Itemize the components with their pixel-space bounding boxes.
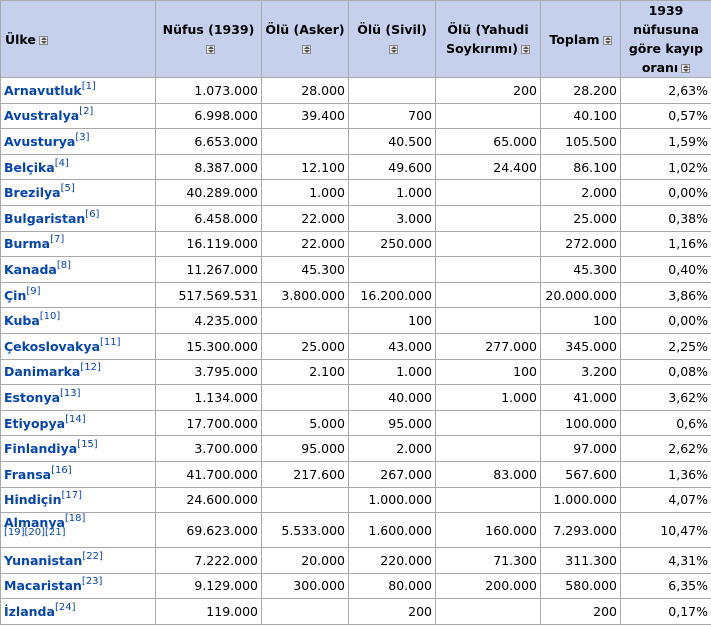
- military-dead-cell: 95.000: [262, 436, 349, 462]
- reference-link[interactable]: [3]: [75, 131, 90, 143]
- military-dead-cell: 39.400: [262, 103, 349, 129]
- column-header-dead-civil[interactable]: Ölü (Sivil): [349, 1, 436, 78]
- population-cell: 41.700.000: [156, 461, 262, 487]
- country-link[interactable]: Etiyopya: [4, 415, 66, 431]
- sort-icon[interactable]: [603, 36, 612, 45]
- holocaust-dead-cell: 83.000: [436, 461, 541, 487]
- total-cell: 200: [541, 599, 621, 625]
- loss-ratio-cell: 10,47%: [621, 513, 711, 548]
- table-row: [1, 385, 711, 411]
- population-cell: 16.119.000: [156, 231, 262, 257]
- loss-ratio-cell: 0,17%: [621, 599, 711, 625]
- country-cell: [1, 410, 156, 436]
- country-cell: [1, 573, 156, 599]
- military-dead-cell: 3.800.000: [262, 282, 349, 308]
- country-cell: [1, 461, 156, 487]
- military-dead-cell: 5.000: [262, 410, 349, 436]
- population-cell: 69.623.000: [156, 513, 262, 548]
- loss-ratio-cell: 4,07%: [621, 487, 711, 513]
- sort-icon[interactable]: [302, 45, 311, 54]
- population-cell: 517.569.531: [156, 282, 262, 308]
- country-cell: [1, 282, 156, 308]
- loss-ratio-cell: 3,62%: [621, 385, 711, 411]
- population-cell: 3.795.000: [156, 359, 262, 385]
- civil-dead-cell: 250.000: [349, 231, 436, 257]
- country-link[interactable]: Kanada: [4, 261, 57, 277]
- reference-link[interactable]: [1]: [81, 80, 96, 92]
- country-cell: [1, 257, 156, 283]
- holocaust-dead-cell: 200.000: [436, 573, 541, 599]
- table-row: [1, 333, 711, 359]
- reference-link[interactable]: [9]: [26, 285, 41, 297]
- column-header-loss-ratio[interactable]: 1939 nüfusuna göre kayıp oranı: [621, 1, 711, 78]
- civil-dead-cell: 43.000: [349, 333, 436, 359]
- population-cell: 119.000: [156, 599, 262, 625]
- population-cell: 40.289.000: [156, 180, 262, 206]
- civil-dead-cell: 1.600.000: [349, 513, 436, 548]
- holocaust-dead-cell: 277.000: [436, 333, 541, 359]
- total-cell: 97.000: [541, 436, 621, 462]
- reference-link[interactable]: [14]: [65, 413, 86, 425]
- reference-link[interactable]: [12]: [80, 362, 101, 374]
- holocaust-dead-cell: [436, 180, 541, 206]
- table-row: [1, 231, 711, 257]
- population-cell: 1.134.000: [156, 385, 262, 411]
- holocaust-dead-cell: 1.000: [436, 385, 541, 411]
- population-cell: 11.267.000: [156, 257, 262, 283]
- holocaust-dead-cell: [436, 282, 541, 308]
- reference-link[interactable]: [2]: [79, 106, 94, 118]
- total-cell: 3.200: [541, 359, 621, 385]
- country-link[interactable]: Avustralya: [4, 108, 80, 124]
- loss-ratio-cell: 0,40%: [621, 257, 711, 283]
- table-row: [1, 257, 711, 283]
- reference-link[interactable]: [6]: [85, 208, 100, 220]
- country-cell: [1, 129, 156, 155]
- military-dead-cell: 12.100: [262, 154, 349, 180]
- military-dead-cell: 45.300: [262, 257, 349, 283]
- table-row: [1, 359, 711, 385]
- total-cell: 1.000.000: [541, 487, 621, 513]
- country-link[interactable]: Brezilya: [4, 185, 61, 201]
- table-row: [1, 103, 711, 129]
- military-dead-cell: 5.533.000: [262, 513, 349, 548]
- total-cell: 311.300: [541, 548, 621, 574]
- country-cell: [1, 487, 156, 513]
- military-dead-cell: [262, 599, 349, 625]
- military-dead-cell: [262, 385, 349, 411]
- column-header-country[interactable]: Ülke: [1, 1, 156, 78]
- country-cell: [1, 548, 156, 574]
- sort-icon[interactable]: [681, 64, 690, 73]
- column-header-dead-holocaust[interactable]: Ölü (Yahudi Soykırımı): [436, 1, 541, 78]
- holocaust-dead-cell: [436, 257, 541, 283]
- loss-ratio-cell: 1,16%: [621, 231, 711, 257]
- holocaust-dead-cell: [436, 205, 541, 231]
- holocaust-dead-cell: 200: [436, 78, 541, 104]
- holocaust-dead-cell: [436, 410, 541, 436]
- total-cell: 345.000: [541, 333, 621, 359]
- military-dead-cell: 20.000: [262, 548, 349, 574]
- table-row: [1, 599, 711, 625]
- table-row: [1, 205, 711, 231]
- country-link[interactable]: Estonya: [4, 389, 61, 405]
- table-row: [1, 573, 711, 599]
- sort-icon[interactable]: [206, 45, 215, 54]
- country-cell: [1, 385, 156, 411]
- holocaust-dead-cell: [436, 436, 541, 462]
- civil-dead-cell: 49.600: [349, 154, 436, 180]
- holocaust-dead-cell: [436, 599, 541, 625]
- loss-ratio-cell: 4,31%: [621, 548, 711, 574]
- military-dead-cell: 217.600: [262, 461, 349, 487]
- country-cell: [1, 359, 156, 385]
- loss-ratio-cell: 0,00%: [621, 180, 711, 206]
- civil-dead-cell: 220.000: [349, 548, 436, 574]
- country-cell: [1, 205, 156, 231]
- total-cell: 28.200: [541, 78, 621, 104]
- loss-ratio-cell: 3,86%: [621, 282, 711, 308]
- total-cell: 580.000: [541, 573, 621, 599]
- country-cell: [1, 180, 156, 206]
- population-cell: 6.653.000: [156, 129, 262, 155]
- total-cell: 41.000: [541, 385, 621, 411]
- reference-link[interactable]: [24]: [54, 602, 76, 614]
- population-cell: 9.129.000: [156, 573, 262, 599]
- country-cell: [1, 231, 156, 257]
- civil-dead-cell: 200: [349, 599, 436, 625]
- sort-icon[interactable]: [389, 45, 398, 54]
- country-link[interactable]: Arnavutluk: [4, 82, 82, 98]
- country-cell: [1, 513, 156, 548]
- holocaust-dead-cell: 71.300: [436, 548, 541, 574]
- reference-link[interactable]: [4]: [54, 157, 69, 169]
- military-dead-cell: 28.000: [262, 78, 349, 104]
- country-link[interactable]: Bulgaristan: [4, 210, 86, 226]
- military-dead-cell: 2.100: [262, 359, 349, 385]
- holocaust-dead-cell: [436, 308, 541, 334]
- reference-link[interactable]: [7]: [50, 234, 65, 246]
- table-row: [1, 78, 711, 104]
- table-row: [1, 154, 711, 180]
- population-cell: 15.300.000: [156, 333, 262, 359]
- country-link[interactable]: Fransa: [4, 466, 52, 482]
- reference-link[interactable]: [19][20][21]: [4, 527, 66, 539]
- country-link[interactable]: Finlandiya: [4, 441, 78, 457]
- military-dead-cell: 22.000: [262, 205, 349, 231]
- population-cell: 17.700.000: [156, 410, 262, 436]
- header-row: [1, 1, 711, 78]
- table-row: [1, 308, 711, 334]
- reference-link[interactable]: [5]: [60, 183, 75, 195]
- total-cell: 20.000.000: [541, 282, 621, 308]
- reference-link[interactable]: [11]: [100, 336, 121, 348]
- table-row: [1, 410, 711, 436]
- loss-ratio-cell: 2,63%: [621, 78, 711, 104]
- country-link[interactable]: Çekoslovakya: [4, 338, 101, 354]
- military-dead-cell: 25.000: [262, 333, 349, 359]
- country-cell: [1, 599, 156, 625]
- holocaust-dead-cell: [436, 103, 541, 129]
- reference-link[interactable]: [10]: [39, 311, 61, 323]
- military-dead-cell: [262, 129, 349, 155]
- civil-dead-cell: 1.000.000: [349, 487, 436, 513]
- civil-dead-cell: 2.000: [349, 436, 436, 462]
- civil-dead-cell: 267.000: [349, 461, 436, 487]
- military-dead-cell: [262, 487, 349, 513]
- loss-ratio-cell: 0,08%: [621, 359, 711, 385]
- population-cell: 4.235.000: [156, 308, 262, 334]
- reference-link[interactable]: [13]: [60, 387, 81, 399]
- civil-dead-cell: 40.000: [349, 385, 436, 411]
- total-cell: 45.300: [541, 257, 621, 283]
- reference-link[interactable]: [8]: [56, 259, 72, 271]
- total-cell: 100.000: [541, 410, 621, 436]
- loss-ratio-cell: 0,00%: [621, 308, 711, 334]
- reference-link[interactable]: [16]: [51, 464, 72, 476]
- sort-icon[interactable]: [521, 45, 530, 54]
- loss-ratio-cell: 2,62%: [621, 436, 711, 462]
- loss-ratio-cell: 2,25%: [621, 333, 711, 359]
- column-header-total[interactable]: Toplam: [541, 1, 621, 78]
- table-row: [1, 513, 711, 548]
- civil-dead-cell: 1.000: [349, 180, 436, 206]
- military-dead-cell: 22.000: [262, 231, 349, 257]
- table-row: [1, 180, 711, 206]
- loss-ratio-cell: 0,6%: [621, 410, 711, 436]
- total-cell: 272.000: [541, 231, 621, 257]
- loss-ratio-cell: 1,02%: [621, 154, 711, 180]
- civil-dead-cell: 16.200.000: [349, 282, 436, 308]
- table-row: [1, 436, 711, 462]
- holocaust-dead-cell: 65.000: [436, 129, 541, 155]
- column-header-population[interactable]: Nüfus (1939): [156, 1, 262, 78]
- total-cell: 2.000: [541, 180, 621, 206]
- civil-dead-cell: 700: [349, 103, 436, 129]
- total-cell: 105.500: [541, 129, 621, 155]
- civil-dead-cell: 1.000: [349, 359, 436, 385]
- total-cell: 86.100: [541, 154, 621, 180]
- civil-dead-cell: 3.000: [349, 205, 436, 231]
- table-row: [1, 461, 711, 487]
- table-row: [1, 129, 711, 155]
- country-cell: [1, 154, 156, 180]
- country-link[interactable]: Burma: [4, 236, 51, 252]
- table-row: [1, 548, 711, 574]
- population-cell: 6.998.000: [156, 103, 262, 129]
- civil-dead-cell: 40.500: [349, 129, 436, 155]
- country-link[interactable]: Yunanistan: [4, 552, 83, 568]
- country-link[interactable]: Avusturya: [4, 133, 76, 149]
- reference-link[interactable]: [15]: [77, 439, 98, 451]
- country-link[interactable]: Çin: [4, 287, 27, 303]
- military-dead-cell: 1.000: [262, 180, 349, 206]
- total-cell: 100: [541, 308, 621, 334]
- holocaust-dead-cell: 160.000: [436, 513, 541, 548]
- holocaust-dead-cell: [436, 487, 541, 513]
- loss-ratio-cell: 1,36%: [621, 461, 711, 487]
- column-header-dead-military[interactable]: Ölü (Asker): [262, 1, 349, 78]
- reference-link[interactable]: [18]: [64, 513, 86, 525]
- country-cell: [1, 78, 156, 104]
- sort-icon[interactable]: [39, 36, 48, 45]
- country-cell: [1, 103, 156, 129]
- country-link[interactable]: Macaristan: [4, 578, 82, 594]
- population-cell: 24.600.000: [156, 487, 262, 513]
- reference-link[interactable]: [22]: [82, 550, 103, 562]
- population-cell: 3.700.000: [156, 436, 262, 462]
- holocaust-dead-cell: 100: [436, 359, 541, 385]
- military-dead-cell: [262, 308, 349, 334]
- civil-dead-cell: [349, 78, 436, 104]
- table-row: [1, 487, 711, 513]
- table-row: [1, 282, 711, 308]
- country-link[interactable]: Almanya: [4, 515, 65, 531]
- holocaust-dead-cell: [436, 231, 541, 257]
- loss-ratio-cell: 0,38%: [621, 205, 711, 231]
- country-link[interactable]: Kuba: [4, 313, 40, 329]
- loss-ratio-cell: 6,35%: [621, 573, 711, 599]
- loss-ratio-cell: 1,59%: [621, 129, 711, 155]
- total-cell: 7.293.000: [541, 513, 621, 548]
- holocaust-dead-cell: 24.400: [436, 154, 541, 180]
- loss-ratio-cell: 0,57%: [621, 103, 711, 129]
- country-link[interactable]: İzlanda: [4, 604, 55, 620]
- country-cell: [1, 308, 156, 334]
- country-link[interactable]: Hindiçin: [4, 492, 62, 508]
- military-dead-cell: 300.000: [262, 573, 349, 599]
- country-cell: [1, 436, 156, 462]
- country-link[interactable]: Danimarka: [4, 364, 81, 380]
- population-cell: 6.458.000: [156, 205, 262, 231]
- civil-dead-cell: 80.000: [349, 573, 436, 599]
- civil-dead-cell: 95.000: [349, 410, 436, 436]
- reference-link[interactable]: [17]: [61, 490, 83, 502]
- population-cell: 7.222.000: [156, 548, 262, 574]
- civil-dead-cell: 100: [349, 308, 436, 334]
- population-cell: 1.073.000: [156, 78, 262, 104]
- civil-dead-cell: [349, 257, 436, 283]
- total-cell: 40.100: [541, 103, 621, 129]
- reference-link[interactable]: [23]: [81, 576, 103, 588]
- population-cell: 8.387.000: [156, 154, 262, 180]
- total-cell: 567.600: [541, 461, 621, 487]
- country-link[interactable]: Belçika: [4, 159, 55, 175]
- total-cell: 25.000: [541, 205, 621, 231]
- country-cell: [1, 333, 156, 359]
